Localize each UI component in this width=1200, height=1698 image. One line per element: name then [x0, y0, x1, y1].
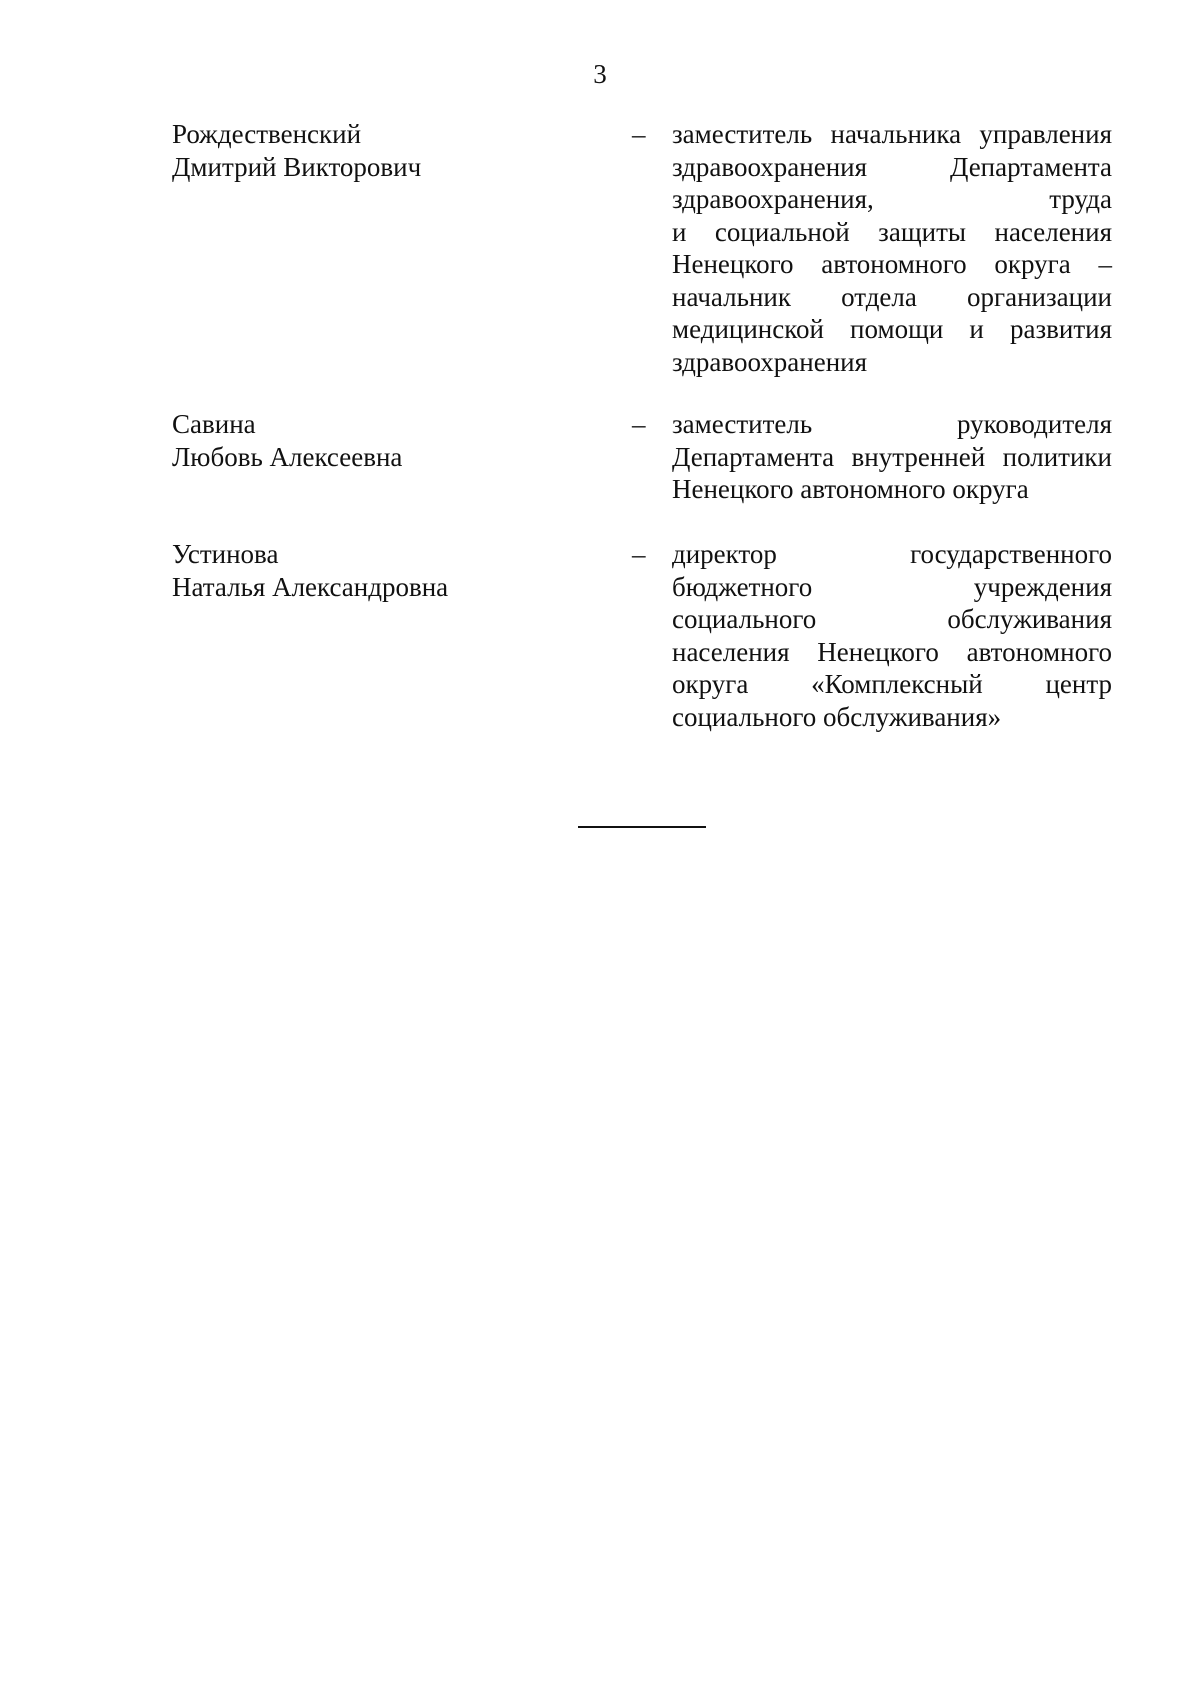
- position-line: заместитель руководителя: [672, 409, 1112, 439]
- member-given-names: Любовь Алексеевна: [172, 441, 403, 472]
- member-surname: Рождественский: [172, 119, 362, 149]
- member-name: [172, 408, 592, 473]
- member-surname: Устинова: [172, 539, 279, 569]
- position-line: бюджетного учреждения: [672, 571, 1112, 602]
- separator-dash: –: [632, 409, 646, 439]
- position-line: и социальной защиты населения: [672, 216, 1112, 247]
- position-line: Департамента внутренней политики: [672, 441, 1112, 472]
- separator-dash: –: [632, 539, 646, 569]
- member-surname: Савина: [172, 409, 256, 439]
- position-line: здравоохранения Департамента: [672, 151, 1112, 182]
- member-name: [172, 538, 592, 603]
- position-line: медицинской помощи и развития: [672, 314, 1112, 344]
- member-given-names: Наталья Александровна: [172, 571, 449, 602]
- member-position: [672, 118, 1112, 378]
- position-line: Ненецкого автономного округа: [672, 474, 1029, 504]
- position-line: населения Ненецкого автономного: [672, 636, 1112, 667]
- member-entry: [172, 538, 1112, 738]
- member-given-names: Дмитрий Викторович: [172, 151, 422, 182]
- position-line: здравоохранения: [672, 346, 868, 377]
- position-line: заместитель начальника управления: [672, 119, 1112, 149]
- closing-divider-line: [578, 826, 706, 828]
- position-line: начальник отдела организации: [672, 281, 1112, 312]
- position-line: здравоохранения, труда: [672, 184, 1112, 214]
- member-position: [672, 538, 1112, 733]
- member-entry: [172, 118, 1112, 383]
- position-line: социального обслуживания»: [672, 701, 1002, 732]
- position-line: Ненецкого автономного округа –: [672, 249, 1112, 279]
- member-name: [172, 118, 592, 183]
- page-number: 3: [593, 59, 607, 89]
- member-entry: [172, 408, 1112, 508]
- position-line: социального обслуживания: [672, 604, 1112, 634]
- member-position: [672, 408, 1112, 506]
- separator-dash: –: [632, 119, 646, 149]
- position-line: директор государственного: [672, 539, 1112, 569]
- position-line: округа «Комплексный центр: [672, 669, 1112, 699]
